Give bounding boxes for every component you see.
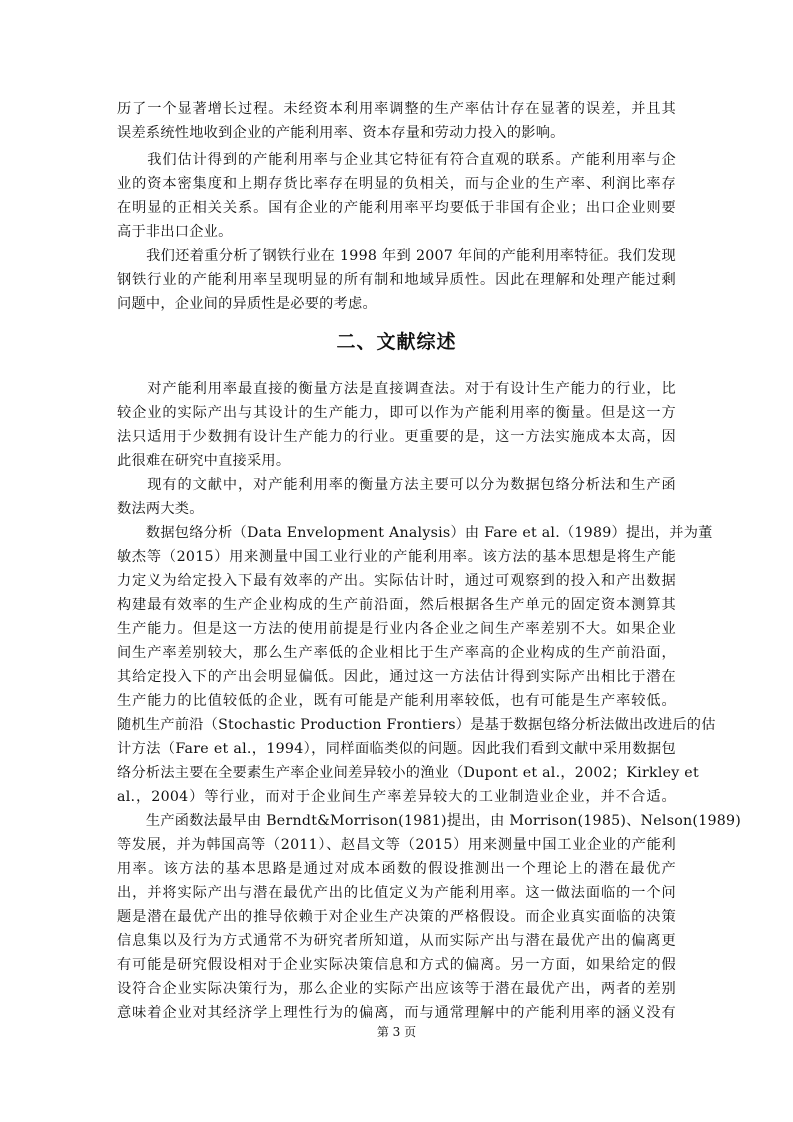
- text-line: 间生产率差别较大，那么生产率低的企业相比于生产率高的企业构成的生产前沿面，: [117, 645, 676, 661]
- text-line: 钢铁行业的产能利用率呈现明显的所有制和地域异质性。因此在理解和处理产能过剩: [117, 272, 676, 288]
- text-line: 问题中，企业间的异质性是必要的考虑。: [117, 296, 377, 312]
- text-line: 意味着企业对其经济学上理性行为的偏离，而与通常理解中的产能利用率的涵义没有: [117, 1005, 676, 1021]
- text-line: 设符合企业实际决策行为，那么企业的实际产出应该等于潜在最优产出，两者的差别: [117, 981, 676, 997]
- text-line: 构建最有效率的生产企业构成的生产前沿面，然后根据各生产单元的固定资本测算其: [117, 597, 676, 613]
- text-line: 我们估计得到的产能利用率与企业其它特征有符合直观的联系。产能利用率与企: [117, 152, 676, 168]
- text-line: 用率。该方法的基本思路是通过对成本函数的假设推测出一个理论上的潜在最优产: [117, 861, 676, 877]
- text-line: 力定义为给定投入下最有效率的产出。实际估计时，通过可观察到的投入和产出数据: [117, 573, 676, 589]
- text-line: 有可能是研究假设相对于企业实际决策信息和方式的偏离。另一方面，如果给定的假: [117, 957, 676, 973]
- text-line: 其给定投入下的产出会明显偏低。因此，通过这一方法估计得到实际产出相比于潜在: [117, 669, 676, 685]
- text-line: 现有的文献中，对产能利用率的衡量方法主要可以分为数据包络分析法和生产函: [117, 477, 676, 493]
- text-line: 对产能利用率最直接的衡量方法是直接调查法。对于有设计生产能力的行业，比: [117, 381, 676, 397]
- text-line: 法只适用于少数拥有设计生产能力的行业。更重要的是，这一方法实施成本太高，因: [117, 429, 676, 445]
- text-line: 在明显的正相关关系。国有企业的产能利用率平均要低于非国有企业；出口企业则要: [117, 200, 676, 216]
- text-line: 敏杰等（2015）用来测量中国工业行业的产能利用率。该方法的基本思想是将生产能: [117, 549, 676, 565]
- text-line: 误差系统性地收到企业的产能利用率、资本存量和劳动力投入的影响。: [117, 125, 565, 141]
- text-line: 业的资本密集度和上期存货比率存在明显的负相关，而与企业的生产率、利润比率存: [117, 176, 676, 192]
- text-line: 生产能力的比值较低的企业，既有可能是产能利用率较低，也有可能是生产率较低。: [117, 693, 676, 709]
- text-line: 此很难在研究中直接采用。: [117, 453, 291, 469]
- text-line: 数据包络分析（Data Envelopment Analysis）由 Fare et al.（1989）提出，并为董: [117, 525, 713, 541]
- text-line: 生产函数法最早由 Berndt&Morrison(1981)提出，由 Morrison(1985)、Nelson(1989): [117, 813, 742, 829]
- text-line: 题是潜在最优产出的推导依赖于对企业生产决策的严格假设。而企业真实面临的决策: [117, 909, 676, 925]
- text-line: al.，2004）等行业，而对于企业间生产率差异较大的工业制造业企业，并不合适。: [117, 789, 676, 805]
- text-line: 等发展，并为韩国高等（2011）、赵昌文等（2015）用来测量中国工业企业的产能利: [117, 837, 676, 853]
- text-line: 历了一个显著增长过程。未经资本利用率调整的生产率估计存在显著的误差，并且其: [117, 101, 676, 117]
- page-number: 第 3 页: [376, 1025, 417, 1039]
- text-line: 生产能力。但是这一方法的使用前提是行业内各企业之间生产率差别不大。如果企业: [117, 621, 676, 637]
- text-line: 出，并将实际产出与潜在最优产出的比值定义为产能利用率。这一做法面临的一个问: [117, 885, 676, 901]
- section-heading: 二、文献综述: [336, 331, 457, 353]
- text-line: 信息集以及行为方式通常不为研究者所知道，从而实际产出与潜在最优产出的偏离更: [117, 933, 676, 949]
- text-line: 计方法（Fare et al.，1994），同样面临类似的问题。因此我们看到文献中采用数据包: [117, 741, 676, 757]
- text-line: 络分析法主要在全要素生产率企业间差异较小的渔业（Dupont et al.，2002；Kirkley et: [117, 765, 699, 781]
- text-line: 我们还着重分析了钢铁行业在 1998 年到 2007 年间的产能利用率特征。我们发现: [117, 248, 676, 264]
- text-line: 较企业的实际产出与其设计的生产能力，即可以作为产能利用率的衡量。但是这一方: [117, 405, 676, 421]
- text-line: 数法两大类。: [117, 501, 204, 517]
- text-line: 随机生产前沿（Stochastic Production Frontiers）是基于数据包络分析法做出改进后的估: [117, 717, 716, 733]
- text-line: 高于非出口企业。: [117, 224, 233, 240]
